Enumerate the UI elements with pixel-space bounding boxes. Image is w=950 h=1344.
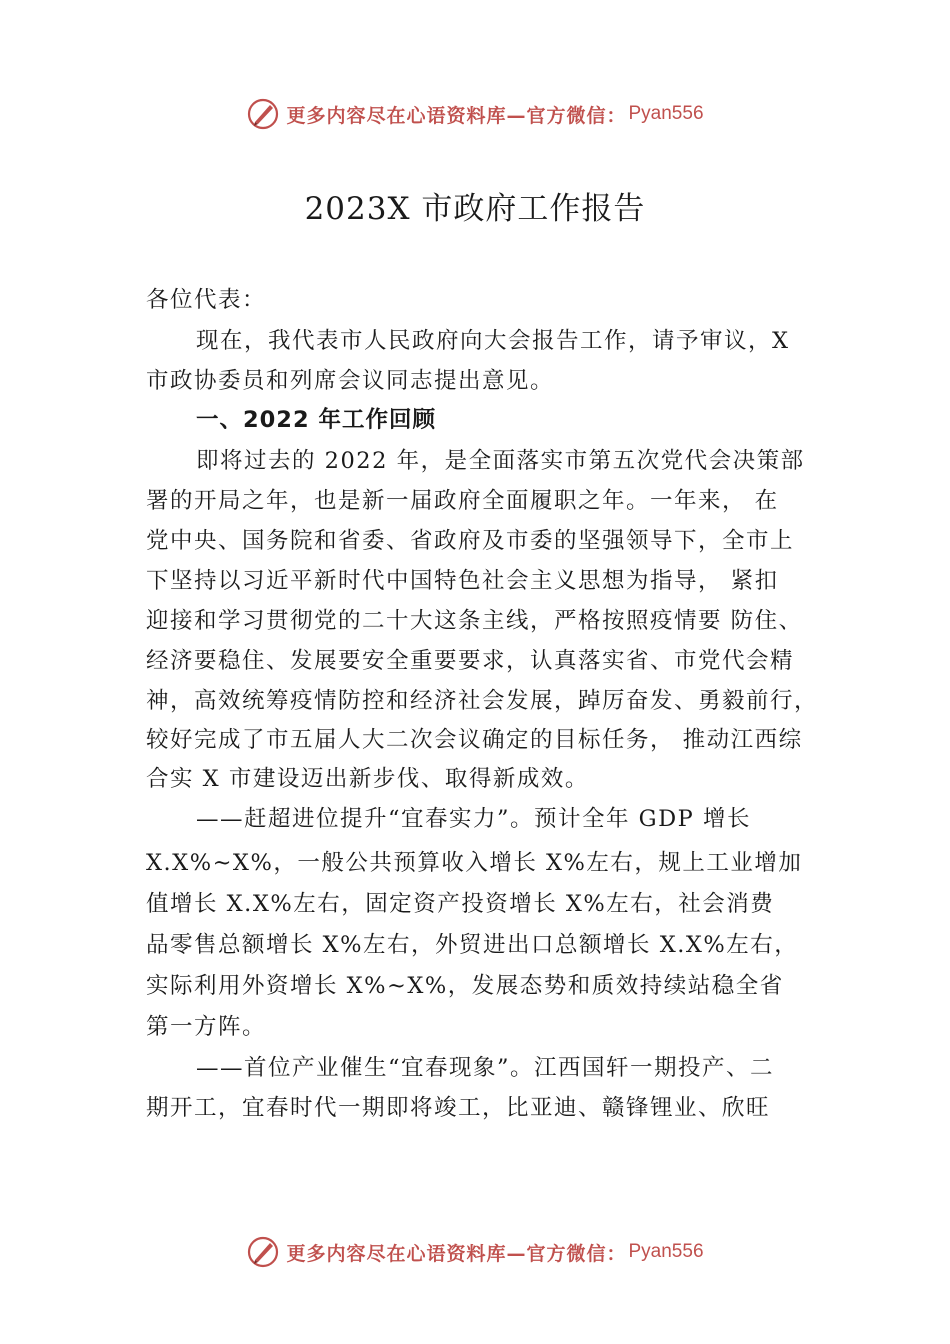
footer-banner-text: 更多内容尽在心语资料库—官方微信： xyxy=(286,1242,627,1265)
paragraph-line: 合实 X 市建设迈出新步伐、取得新成效。 xyxy=(146,766,589,792)
section-heading: 一、2022 年工作回顾 xyxy=(196,407,436,433)
paragraph-line: 迎接和学习贯彻党的二十大这条主线，严格按照疫情要 防住、 xyxy=(146,608,803,634)
document-title: 2023X 市政府工作报告 xyxy=(304,191,646,227)
salutation: 各位代表： xyxy=(146,287,267,313)
paragraph-line: ——首位产业催生“宜春现象”。江西国轩一期投产、二 xyxy=(196,1055,775,1081)
paragraph-line: 现在，我代表市人民政府向大会报告工作，请予审议，X xyxy=(196,328,790,354)
header-banner-text: 更多内容尽在心语资料库—官方微信： xyxy=(286,104,627,127)
paragraph-line: 期开工，宜春时代一期即将竣工，比亚迪、赣锋锂业、欣旺 xyxy=(146,1095,771,1121)
footer-banner-id: Pyan556 xyxy=(628,1241,704,1262)
header-banner-id: Pyan556 xyxy=(628,103,704,124)
paragraph-line: 经济要稳住、发展要安全重要要求，认真落实省、市党代会精 xyxy=(146,648,795,674)
paragraph-line: 神，高效统筹疫情防控和经济社会发展，踔厉奋发、勇毅前行， xyxy=(146,688,819,714)
paragraph-line: 即将过去的 2022 年，是全面落实市第五次党代会决策部 xyxy=(196,448,805,474)
paragraph-line: 市政协委员和列席会议同志提出意见。 xyxy=(146,368,555,394)
paragraph-line: 值增长 X.X%左右，固定资产投资增长 X%左右，社会消费 xyxy=(146,891,775,917)
paragraph-line: 署的开局之年，也是新一届政府全面履职之年。一年来， 在 xyxy=(146,488,779,514)
paragraph-line: 下坚持以习近平新时代中国特色社会主义思想为指导， 紧扣 xyxy=(146,568,779,594)
paragraph-line: 较好完成了市五届人大二次会议确定的目标任务， 推动江西综 xyxy=(146,727,803,753)
pen-logo-icon xyxy=(246,1235,280,1269)
paragraph-line: 第一方阵。 xyxy=(146,1014,267,1040)
paragraph-line: 品零售总额增长 X%左右，外贸进出口总额增长 X.X%左右， xyxy=(146,932,799,958)
paragraph-line: ——赶超进位提升“宜春实力”。预计全年 GDP 增长 xyxy=(196,806,751,832)
paragraph-line: 党中央、国务院和省委、省政府及市委的坚强领导下，全市上 xyxy=(146,528,795,554)
pen-logo-icon xyxy=(246,97,280,131)
header-watermark-banner xyxy=(0,94,950,134)
paragraph-line: 实际利用外资增长 X%~X%，发展态势和质效持续站稳全省 xyxy=(146,973,784,999)
footer-watermark-banner xyxy=(0,1232,950,1272)
paragraph-line: X.X%~X%，一般公共预算收入增长 X%左右，规上工业增加 xyxy=(146,850,803,876)
